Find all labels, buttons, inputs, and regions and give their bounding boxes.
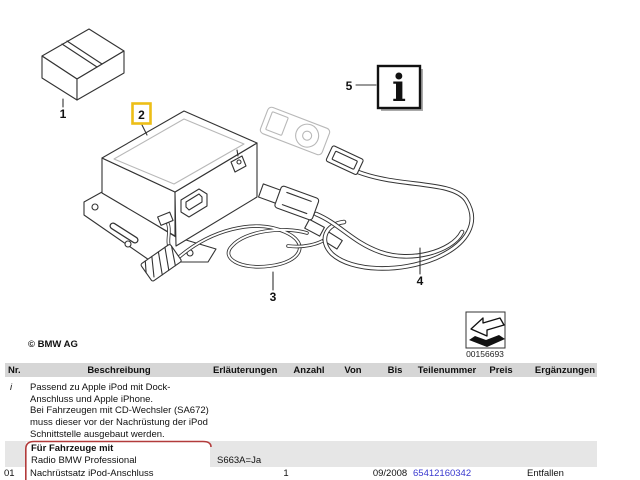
col-header-beschreibung: Beschreibung — [87, 365, 151, 376]
col-header-ergaenzungen: Ergänzungen — [534, 365, 596, 376]
filter-row-erlaeuterung: S663A=Ja — [217, 454, 262, 466]
table-header-row — [5, 363, 597, 377]
col-header-erlaeuterungen: Erläuterungen — [213, 365, 278, 376]
part-row-nr: 01 — [4, 468, 15, 479]
info-row-description: Passend zu Apple iPod mit Dock- Anschluss und Apple iPhone. Bei Fahrzeugen mit CD-Wechsler (SA672) muss dieser vor der Nachrüstung der iPod Schnittstelle ausgebaut werden. — [30, 382, 209, 440]
col-header-teilenummer: Teilenummer — [417, 365, 477, 376]
svg-text:i: i — [391, 66, 407, 110]
callout-1[interactable]: 1 — [59, 107, 67, 121]
col-header-von: Von — [344, 365, 362, 376]
carton-box-illustration — [42, 29, 124, 107]
col-header-preis: Preis — [489, 365, 513, 376]
photo-icon[interactable] — [466, 312, 505, 348]
col-header-anzahl: Anzahl — [293, 365, 325, 376]
ipod-illustration — [259, 106, 331, 156]
callout-5[interactable]: 5 — [345, 79, 353, 93]
part-row-quantity: 1 — [283, 468, 289, 479]
part-row-description: Nachrüstsatz iPod-Anschluss — [30, 468, 154, 479]
dock-cable-illustration — [257, 145, 472, 274]
image-number: 00156693 — [466, 349, 504, 359]
callout-4[interactable]: 4 — [416, 274, 424, 288]
part-row-bis-date: 09/2008 — [372, 468, 408, 479]
filter-row-line1: Für Fahrzeuge mit — [31, 443, 114, 454]
info-marker: i — [10, 382, 13, 393]
col-header-nr: Nr. — [8, 365, 21, 376]
part-number-link[interactable]: 65412160342 — [413, 468, 472, 479]
part-row-remark: Entfallen — [527, 468, 564, 479]
filter-row-line2: Radio BMW Professional — [31, 454, 137, 466]
col-header-bis: Bis — [387, 365, 403, 376]
bmw-copyright: © BMW AG — [28, 339, 78, 350]
highlighted-callout-2[interactable] — [133, 104, 151, 124]
module-illustration — [84, 111, 257, 262]
callout-2[interactable]: 2 — [138, 108, 145, 122]
info-icon[interactable] — [356, 66, 423, 111]
callout-3[interactable]: 3 — [269, 290, 277, 304]
